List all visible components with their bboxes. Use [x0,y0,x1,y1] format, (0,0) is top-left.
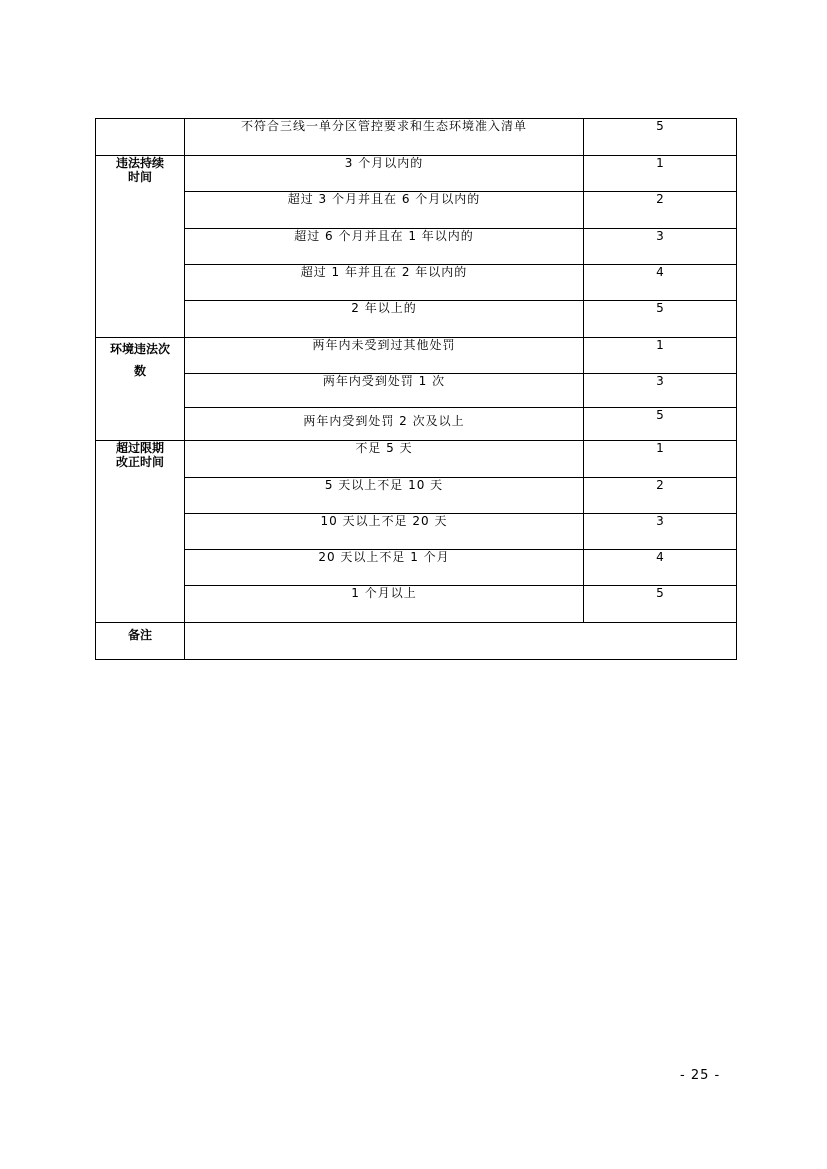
criterion-cell: 1 个月以上 [185,586,584,623]
table-row [96,338,737,374]
table-row-remarks [96,623,737,660]
criterion-cell: 超过 3 个月并且在 6 个月以内的 [185,192,584,229]
table-row [96,550,737,586]
category-label-line1: 超过限期 [115,441,164,455]
table-row [96,119,737,156]
criterion-cell: 两年内受到处罚 2 次及以上 [185,408,584,441]
table-row [96,586,737,623]
category-label-line2: 时间 [127,170,152,184]
score-cell: 5 [584,586,737,623]
criterion-cell: 3 个月以内的 [185,156,584,192]
score-cell: 2 [584,478,737,514]
table-row [96,374,737,408]
table-row [96,408,737,441]
category-label-line2: 改正时间 [115,455,164,469]
category-cell-overdue-correction [96,441,185,623]
table-row [96,265,737,301]
score-cell: 5 [584,301,737,338]
page-number: - 25 - [680,1068,721,1083]
score-cell: 5 [584,119,737,156]
table-row [96,156,737,192]
score-cell: 5 [584,408,737,441]
table-row [96,301,737,338]
score-cell: 1 [584,441,737,478]
category-cell [96,119,185,156]
score-cell: 4 [584,550,737,586]
table-row [96,478,737,514]
score-cell: 1 [584,338,737,374]
score-cell: 4 [584,265,737,301]
score-cell: 3 [584,374,737,408]
criterion-cell: 5 天以上不足 10 天 [185,478,584,514]
criterion-cell: 20 天以上不足 1 个月 [185,550,584,586]
table-row [96,441,737,478]
category-label-line2: 数 [133,364,146,378]
criterion-cell: 两年内受到处罚 1 次 [185,374,584,408]
table-row [96,514,737,550]
criterion-cell: 10 天以上不足 20 天 [185,514,584,550]
criterion-cell: 不足 5 天 [185,441,584,478]
score-cell: 3 [584,229,737,265]
table-row [96,192,737,229]
remarks-label: 备注 [96,623,185,660]
remarks-value [185,623,737,660]
category-label-line1: 违法持续 [115,156,164,170]
scoring-table [95,118,737,660]
category-label-line1: 环境违法次 [109,342,170,356]
criterion-cell: 不符合三线一单分区管控要求和生态环境准入清单 [185,119,584,156]
table-row [96,229,737,265]
category-cell-violation-duration [96,156,185,338]
criterion-cell: 2 年以上的 [185,301,584,338]
criterion-cell: 超过 1 年并且在 2 年以内的 [185,265,584,301]
criterion-cell: 两年内未受到过其他处罚 [185,338,584,374]
score-cell: 3 [584,514,737,550]
score-cell: 2 [584,192,737,229]
criterion-cell: 超过 6 个月并且在 1 年以内的 [185,229,584,265]
category-cell-violation-count [96,338,185,441]
score-cell: 1 [584,156,737,192]
